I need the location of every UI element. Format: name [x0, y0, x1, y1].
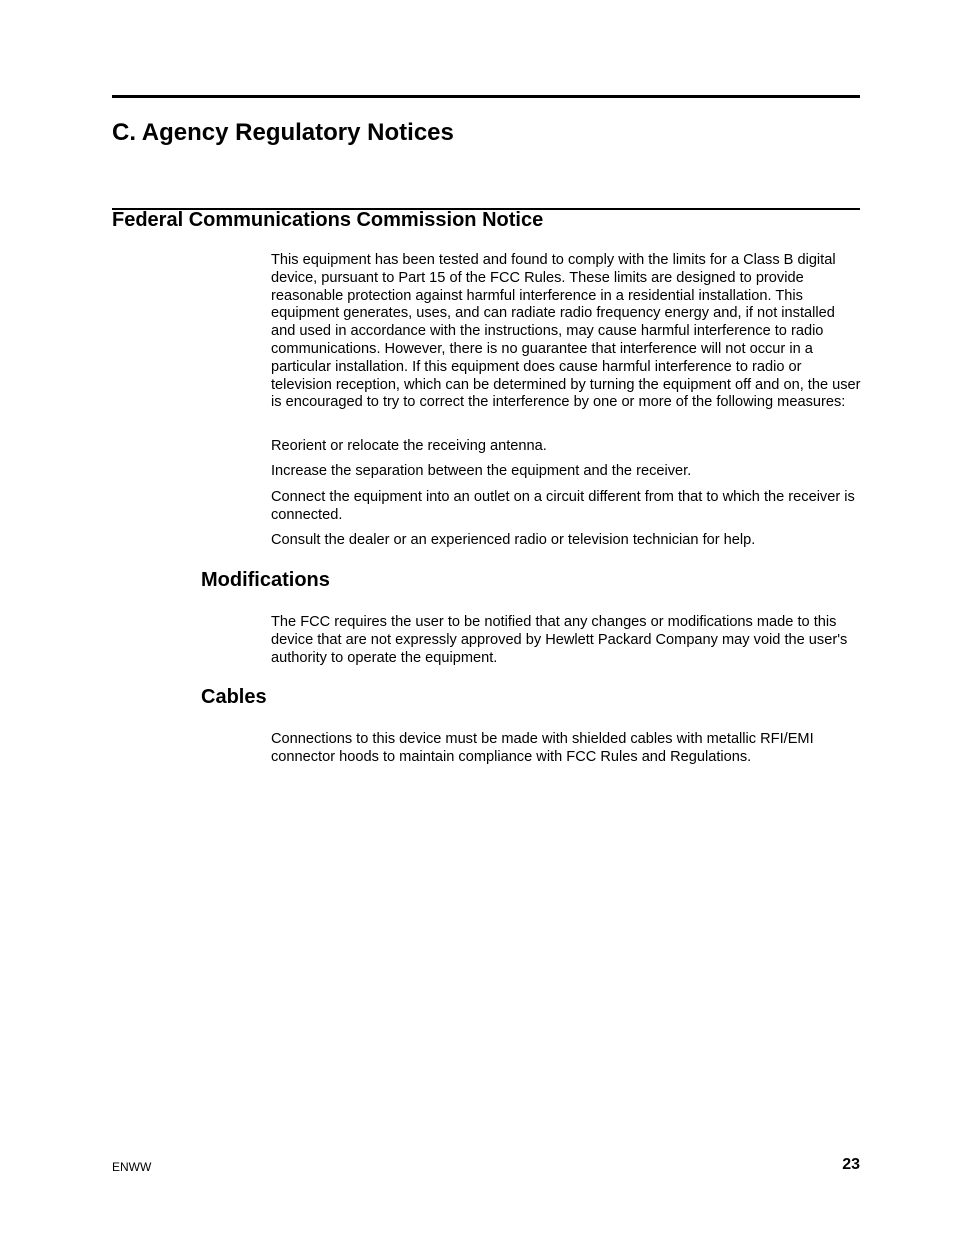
fcc-measure-item: Consult the dealer or an experienced radio or television technician for help. — [271, 532, 756, 548]
page-number: 23 — [842, 1156, 860, 1173]
chapter-title: C. Agency Regulatory Notices — [112, 119, 454, 146]
chapter-rule — [112, 95, 860, 98]
subsection-title-modifications: Modifications — [201, 569, 330, 591]
modifications-paragraph: The FCC requires the user to be notified that any changes or modifications made to this device that are not expressly approved by Hewlett Packard Company may void the user's authority to operate the equipment. — [271, 614, 848, 666]
fcc-intro-paragraph: This equipment has been tested and found to comply with the limits for a Class B digital device, pursuant to Part 15 of the FCC Rules. These limits are designed to provide reasonable protection against harmful interference in a residential installation. This equipment generates, uses, and can radiate radio frequency energy and, if not installed and used in accordance with the instructions, may cause harmful interference to radio communications. However, there is no guarantee that interference will not occur in a particular installation. If this equipment does cause harmful interference to radio or television reception, which can be determined by turning the equipment off and on, the user is encouraged to try to correct the interference by one or more of the following measures: — [271, 252, 861, 411]
fcc-measure-item: Reorient or relocate the receiving antenna. — [271, 438, 547, 454]
subsection-title-cables: Cables — [201, 686, 267, 708]
section-title-fcc: Federal Communications Commission Notice — [112, 209, 544, 231]
fcc-measure-item: Increase the separation between the equipment and the receiver. — [271, 463, 692, 479]
fcc-measure-item: Connect the equipment into an outlet on a circuit different from that to which the receiver is connected. — [271, 489, 855, 523]
footer-label: ENWW — [112, 1160, 152, 1174]
cables-paragraph: Connections to this device must be made with shielded cables with metallic RFI/EMI connector hoods to maintain compliance with FCC Rules and Regulations. — [271, 731, 814, 765]
